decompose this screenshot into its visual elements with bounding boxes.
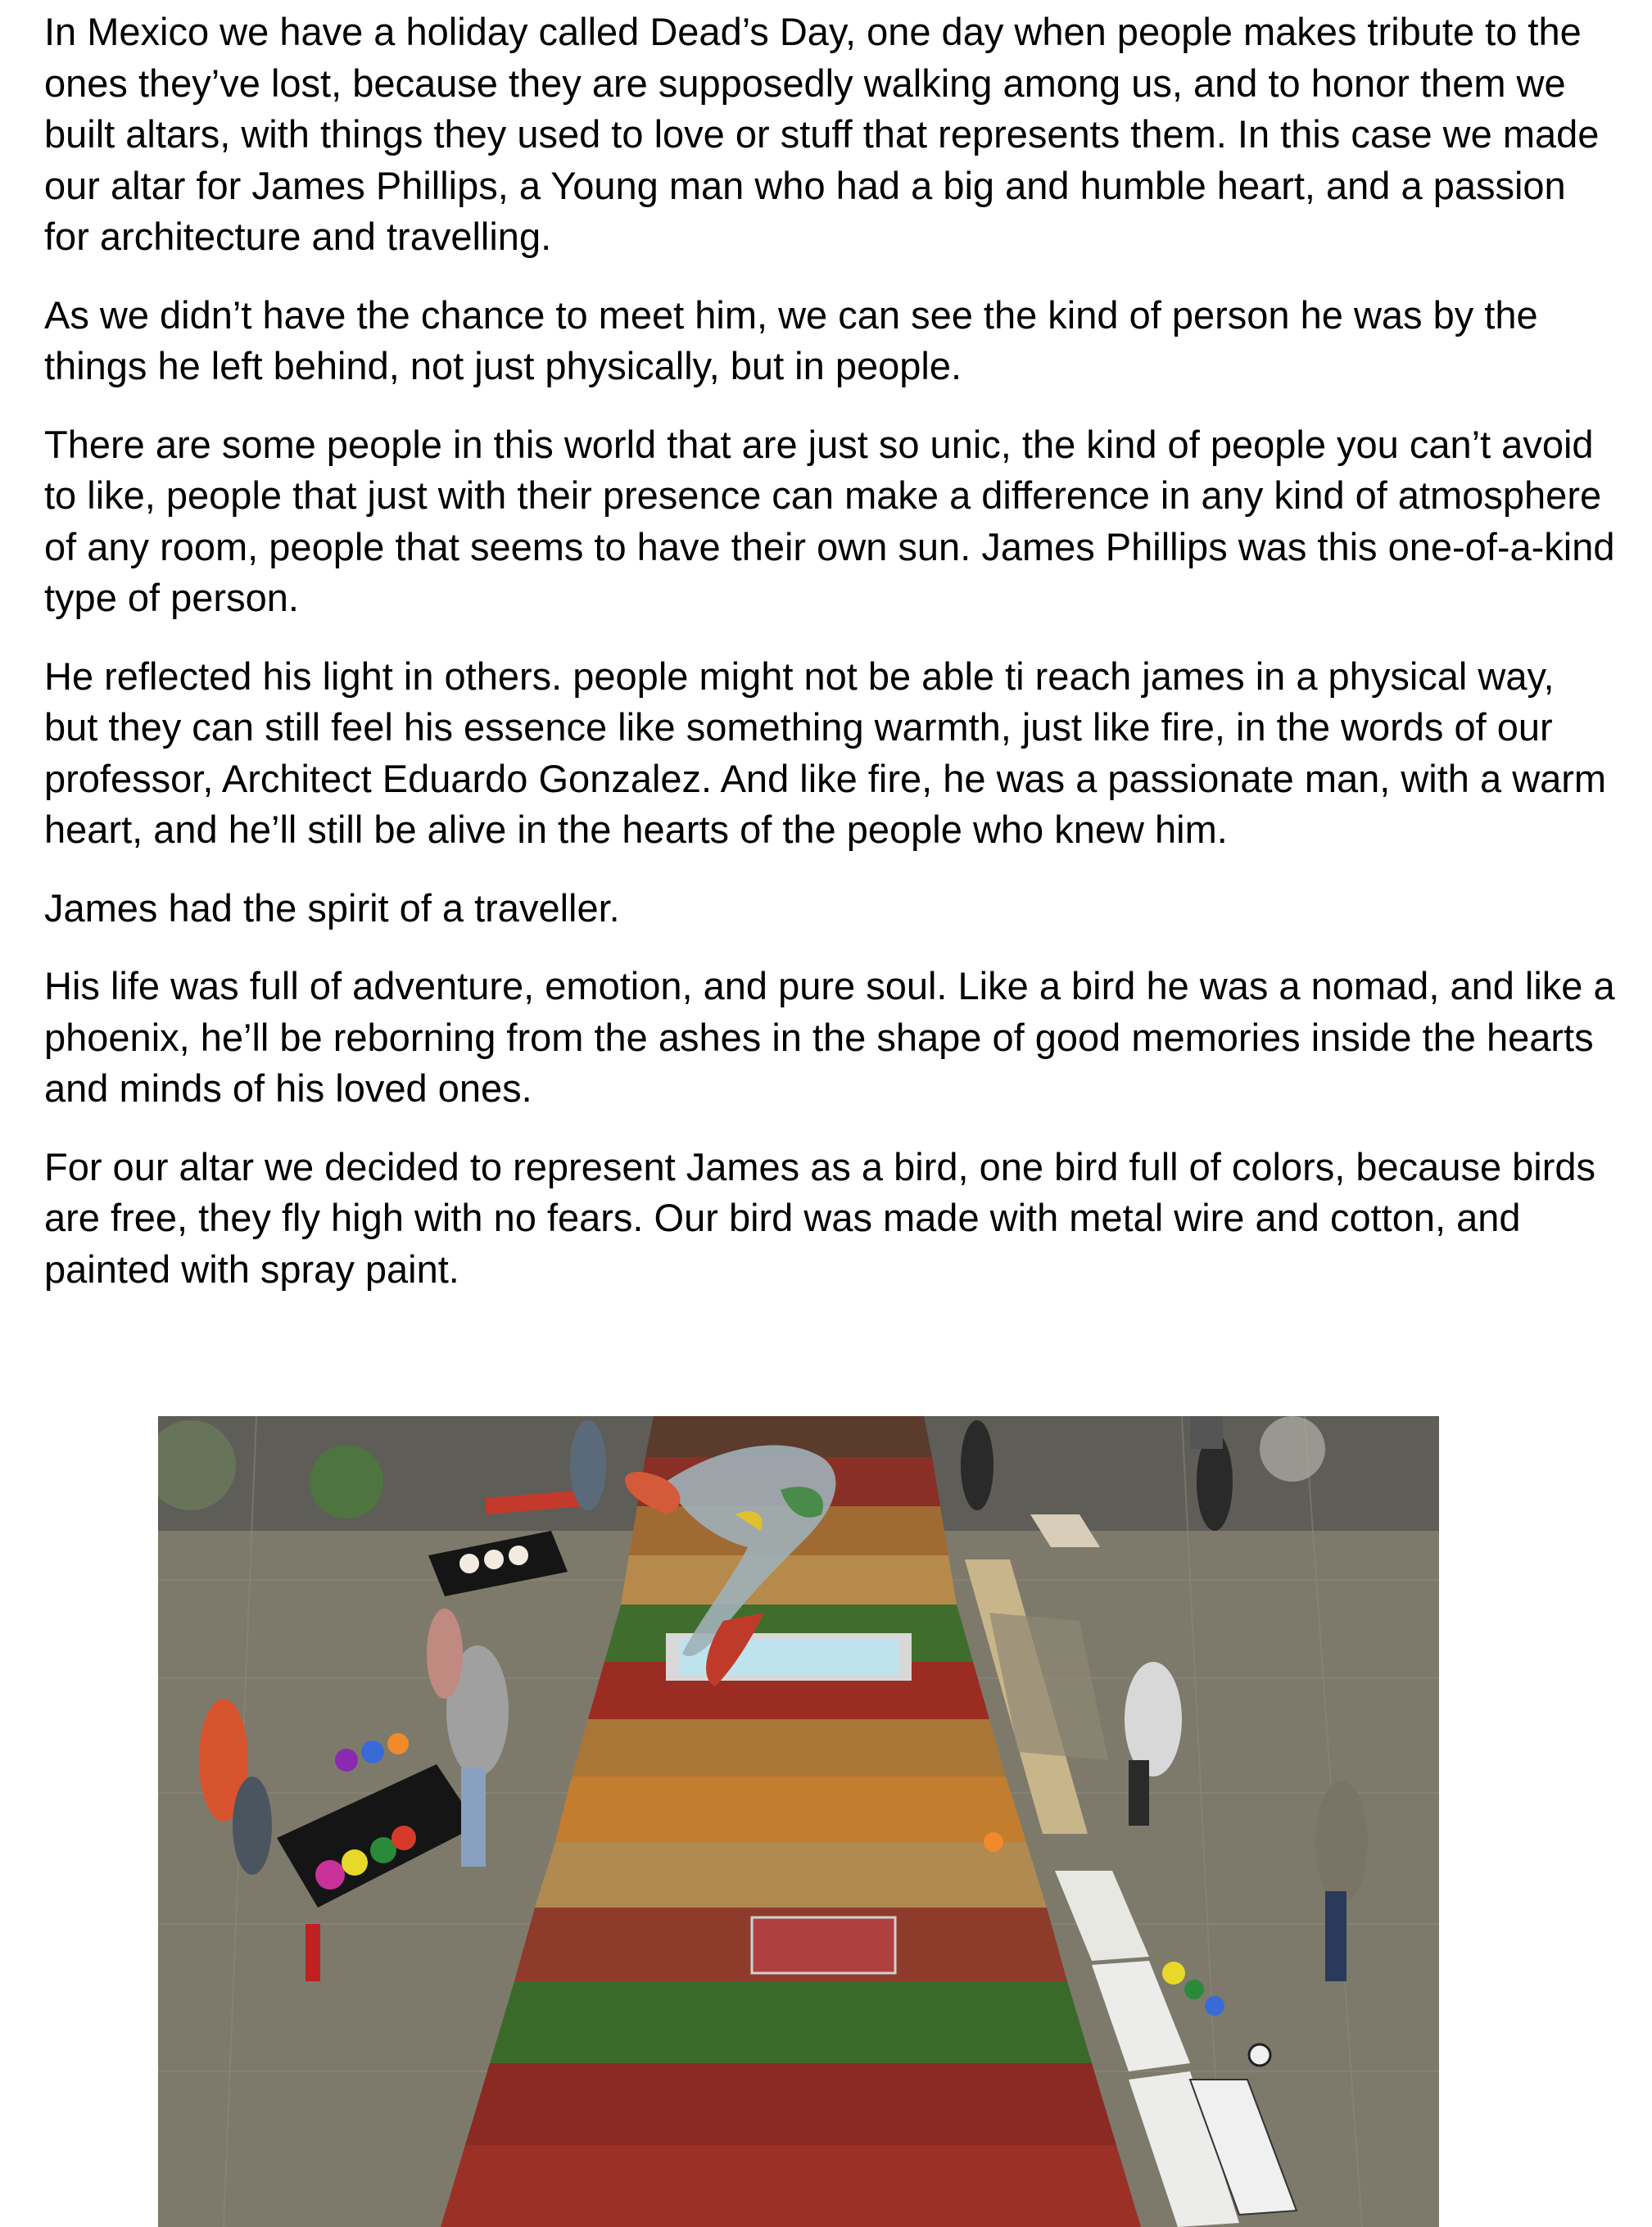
paragraph-traveller: James had the spirit of a traveller.	[44, 885, 620, 930]
paragraph-phoenix: His life was full of adventure, emotion, and pure soul. Like a bird he was a nomad, and like a phoenix, he’ll be reborning from the ashes in the shape of good memories inside the hearts and minds of his loved ones.	[44, 964, 1615, 1110]
essay-text	[44, 7, 1617, 1322]
paragraph-unique: There are some people in this world that are just so unic, the kind of people you can’t avoid to like, people that just with their presence can make a difference in any kind of atmosphere of any room, people that seems to have their own sun. James Phillips was this one-of-a-kind type of person.	[44, 422, 1615, 619]
paragraph-altar: For our altar we decided to represent James as a bird, one bird full of colors, because birds are free, they fly high with no fears. Our bird was made with metal wire and cotton, and painted with spray paint.	[44, 1144, 1596, 1291]
red-mat	[752, 1917, 895, 1973]
paragraph-intro: In Mexico we have a holiday called Dead’s Day, one day when people makes tribute to the ones they’ve lost, because they are supposedly walking among us, and to honor them we built altars, with things they used to love or stuff that represents them. In this case we made our altar for James Phillips, a Young man who had a big and humble heart, and a passion for architecture and travelling.	[44, 10, 1600, 258]
altar-photo-illustration	[158, 1416, 1439, 2227]
paragraph-light: He reflected his light in others. people might not be able ti reach james in a physical way, but they can still feel his essence like something warmth, just like fire, in the words of our professor, Architect Eduardo Gonzalez. And like fire, he was a passionate man, with a warm heart, and he’ll still be alive in the hearts of the people who knew him.	[44, 654, 1607, 851]
paragraph-meet: As we didn’t have the chance to meet him, we can see the kind of person he was by the things he left behind, not just physically, but in people.	[44, 292, 1538, 387]
altar-photo	[158, 1416, 1439, 2227]
